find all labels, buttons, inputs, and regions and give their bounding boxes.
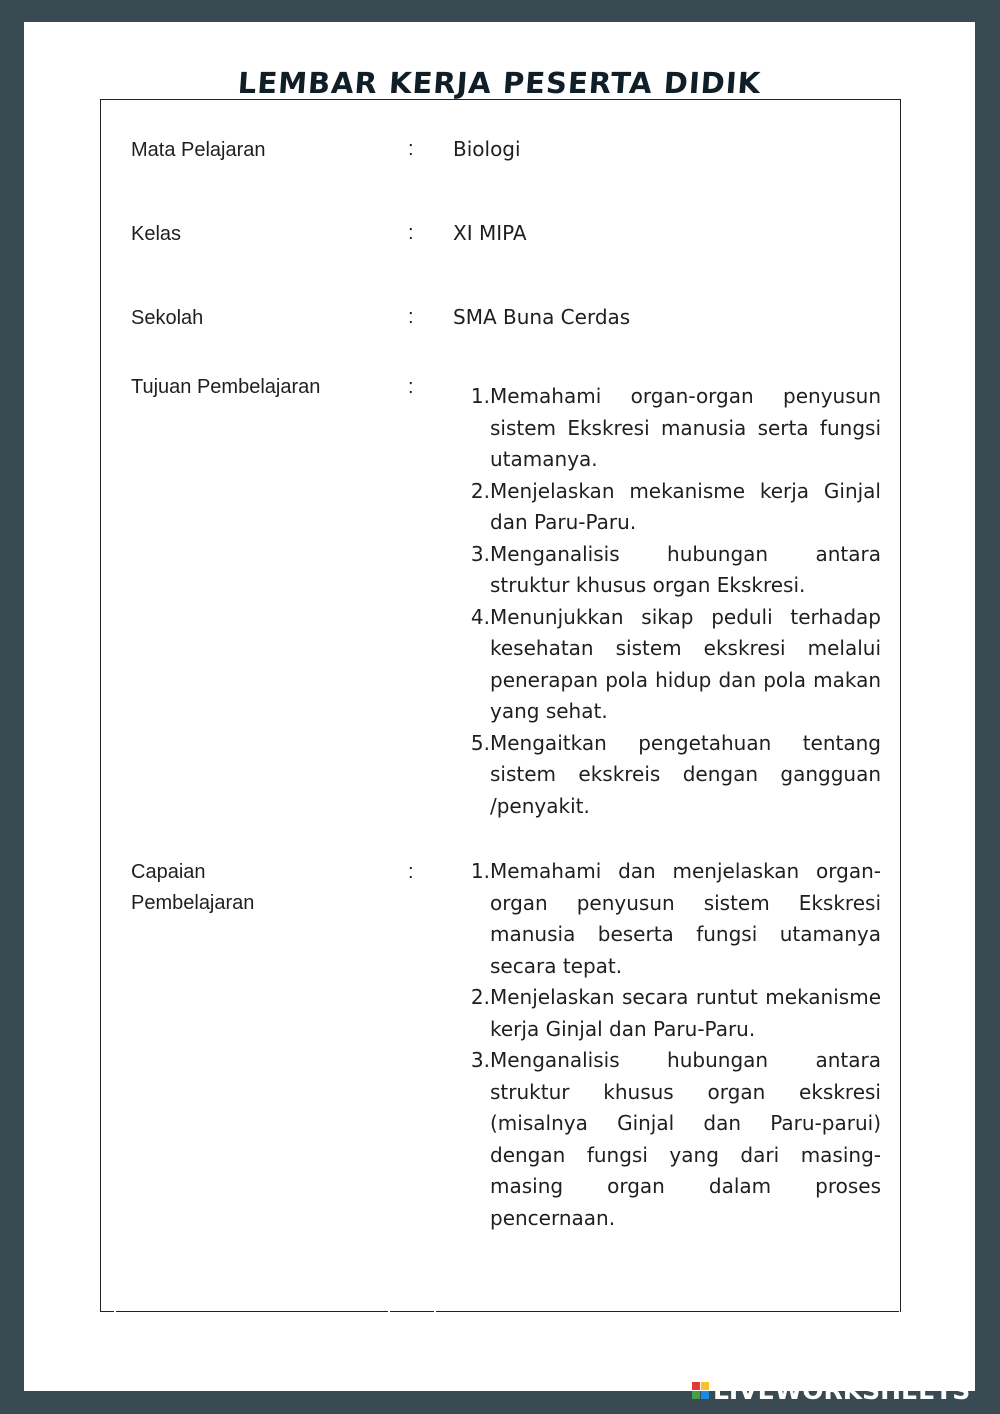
- value-kelas: XI MIPA: [453, 221, 527, 245]
- list-item: 2. Menjelaskan secara runtut mekanisme kerja Ginjal dan Paru-Paru.: [470, 985, 881, 1041]
- colon: :: [408, 222, 414, 244]
- label-mata-pelajaran: Mata Pelajaran: [131, 139, 266, 161]
- worksheet-title: LEMBAR KERJA PESERTA DIDIK: [236, 66, 763, 100]
- list-item: 1. Memahami organ-organ penyusun sistem Ekskresi manusia serta fungsi utamanya.: [470, 384, 881, 471]
- value-mata-pelajaran: Biologi: [453, 137, 521, 161]
- logo-text: LIVEWORKSHEETS: [713, 1375, 971, 1405]
- logo-square-green: [692, 1391, 700, 1399]
- value-sekolah: SMA Buna Cerdas: [453, 305, 631, 329]
- table-bottom-border-segment: [390, 1311, 434, 1312]
- colon: :: [408, 306, 414, 328]
- list-item: 4. Menunjukkan sikap peduli terhadap kesehatan sistem ekskresi melalui penerapan pola hidup dan pola makan yang sehat.: [470, 604, 881, 723]
- liveworksheets-logo: [692, 1376, 970, 1404]
- list-item: 3. Menganalisis hubungan antara struktur khusus organ Ekskresi.: [470, 541, 881, 597]
- label-sekolah: Sekolah: [131, 307, 204, 329]
- liveworksheets-logo-icon: [692, 1382, 709, 1399]
- logo-square-blue: [701, 1391, 709, 1399]
- table-bottom-border-segment: [436, 1311, 899, 1312]
- label-capaian-pembelajaran: Capaian Pembelajaran: [131, 861, 255, 914]
- capaian-list: [464, 856, 881, 1234]
- label-tujuan-pembelajaran: Tujuan Pembelajaran: [131, 376, 321, 398]
- logo-square-yellow: [701, 1382, 709, 1390]
- tujuan-list: [464, 381, 881, 822]
- list-item: 3. Menganalisis hubungan antara struktur khusus organ ekskresi (misalnya Ginjal dan Paru-parui) dengan fungsi yang dari masing-masing organ dalam proses pencernaan.: [470, 1048, 881, 1230]
- list-item: 1. Memahami dan menjelaskan organ-organ penyusun sistem Ekskresi manusia beserta fungsi utamanya secara tepat.: [470, 859, 881, 978]
- list-item: 5. Mengaitkan pengetahuan tentang sistem ekskreis dengan gangguan /penyakit.: [470, 730, 881, 818]
- logo-square-red: [692, 1382, 700, 1390]
- table-bottom-border-segment: [100, 1311, 114, 1312]
- list-item: 2. Menjelaskan mekanisme kerja Ginjal dan Paru-Paru.: [470, 478, 881, 534]
- table-bottom-border-segment: [116, 1311, 388, 1312]
- colon: :: [408, 376, 414, 398]
- colon: :: [408, 861, 414, 883]
- worksheet-page: [24, 22, 975, 1391]
- label-kelas: Kelas: [131, 223, 182, 245]
- colon: :: [408, 138, 414, 160]
